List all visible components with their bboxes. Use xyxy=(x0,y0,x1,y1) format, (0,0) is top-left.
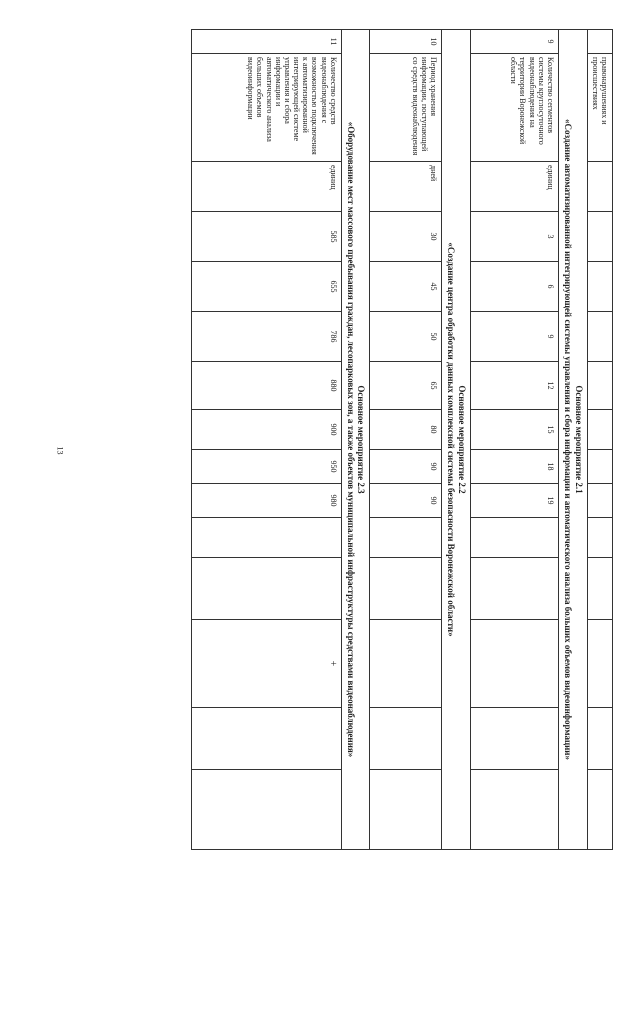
value-cell: 12 xyxy=(471,362,559,410)
value-cell: 90 xyxy=(370,450,442,484)
value-cell: 50 xyxy=(370,312,442,362)
value-cell: 786 xyxy=(191,312,341,362)
value-cell xyxy=(587,558,612,620)
value-cell xyxy=(587,262,612,312)
page-number: 13 xyxy=(55,446,65,455)
row-number: 10 xyxy=(370,30,442,54)
indicator-name: Период хранения информации, поступающей со средств видеонаблюдения xyxy=(370,54,442,162)
extra-cell xyxy=(471,770,559,850)
value-cell xyxy=(587,312,612,362)
extra-cell xyxy=(191,558,341,620)
row-number xyxy=(587,30,612,54)
section-subtitle: «Создание центра обработки данных комплексной системы безопасности Воронежской области» xyxy=(446,242,457,637)
value-cell: 19 xyxy=(471,484,559,518)
extra-cell xyxy=(370,708,442,770)
extra-cell xyxy=(471,708,559,770)
unit-cell: дней xyxy=(370,162,442,212)
extra-cell xyxy=(587,708,612,770)
value-cell: 18 xyxy=(471,450,559,484)
table-row xyxy=(370,30,442,850)
indicators-table xyxy=(191,29,613,850)
mark-cell xyxy=(471,620,559,708)
indicator-name: правонарушениях и происшествиях xyxy=(587,54,612,162)
section-subtitle: «Создание автоматизированной интегрирующей системы управления и сбора информации и автоматического анализа больших объемов видеоинформации» xyxy=(562,119,573,760)
value-cell: 980 xyxy=(191,484,341,518)
value-cell xyxy=(587,362,612,410)
mark-cell xyxy=(370,620,442,708)
value-cell xyxy=(587,518,612,558)
value-cell: 15 xyxy=(471,410,559,450)
value-cell: 3 xyxy=(471,212,559,262)
row-number: 11 xyxy=(191,30,341,54)
value-cell: 585 xyxy=(191,212,341,262)
extra-cell xyxy=(191,708,341,770)
value-cell: 880 xyxy=(191,362,341,410)
value-cell: 90 xyxy=(370,484,442,518)
section-header xyxy=(442,30,471,850)
unit-cell xyxy=(587,162,612,212)
extra-cell xyxy=(191,770,341,850)
section-header xyxy=(559,30,588,850)
value-cell xyxy=(587,212,612,262)
extra-cell xyxy=(471,558,559,620)
extra-cell xyxy=(587,770,612,850)
value-cell xyxy=(587,484,612,518)
section-header-row xyxy=(341,30,370,850)
mark-cell xyxy=(587,620,612,708)
value-cell xyxy=(471,518,559,558)
rotated-table-wrapper xyxy=(0,29,613,1029)
value-cell: 30 xyxy=(370,212,442,262)
value-cell: 900 xyxy=(191,410,341,450)
section-title: Основное мероприятие 2.2 xyxy=(457,385,468,494)
value-cell: 9 xyxy=(471,312,559,362)
indicator-name: Количество сегментов системы круглосуточного видеонаблюдения на территории Воронежской области xyxy=(471,54,559,162)
value-cell xyxy=(191,518,341,558)
indicator-name: Количество средств видеонаблюдения с возможностью подключения к автоматизированной интегрирующей системе управления и сбора информации и автоматического анализа больших объемов видеоинформации xyxy=(191,54,341,162)
value-cell: 65 xyxy=(370,362,442,410)
section-subtitle: «Оборудование мест массового пребывания граждан, лесопарковых зон, а также объектов муниципальной инфраструктуры средствами видеонаблюдения» xyxy=(345,121,356,758)
value-cell: 45 xyxy=(370,262,442,312)
value-cell xyxy=(587,450,612,484)
section-header-row xyxy=(559,30,588,850)
unit-cell: единиц xyxy=(471,162,559,212)
table-row xyxy=(191,30,341,850)
extra-cell xyxy=(370,558,442,620)
value-cell: 950 xyxy=(191,450,341,484)
section-title: Основное мероприятие 2.1 xyxy=(573,385,584,494)
value-cell: 655 xyxy=(191,262,341,312)
table-row xyxy=(587,30,612,850)
section-header xyxy=(341,30,370,850)
mark-cell: + xyxy=(191,620,341,708)
value-cell: 6 xyxy=(471,262,559,312)
table-row xyxy=(471,30,559,850)
section-header-row xyxy=(442,30,471,850)
value-cell: 80 xyxy=(370,410,442,450)
value-cell xyxy=(587,410,612,450)
unit-cell: единиц xyxy=(191,162,341,212)
extra-cell xyxy=(370,770,442,850)
value-cell xyxy=(370,518,442,558)
section-title: Основное мероприятие 2.3 xyxy=(356,385,367,494)
row-number: 9 xyxy=(471,30,559,54)
